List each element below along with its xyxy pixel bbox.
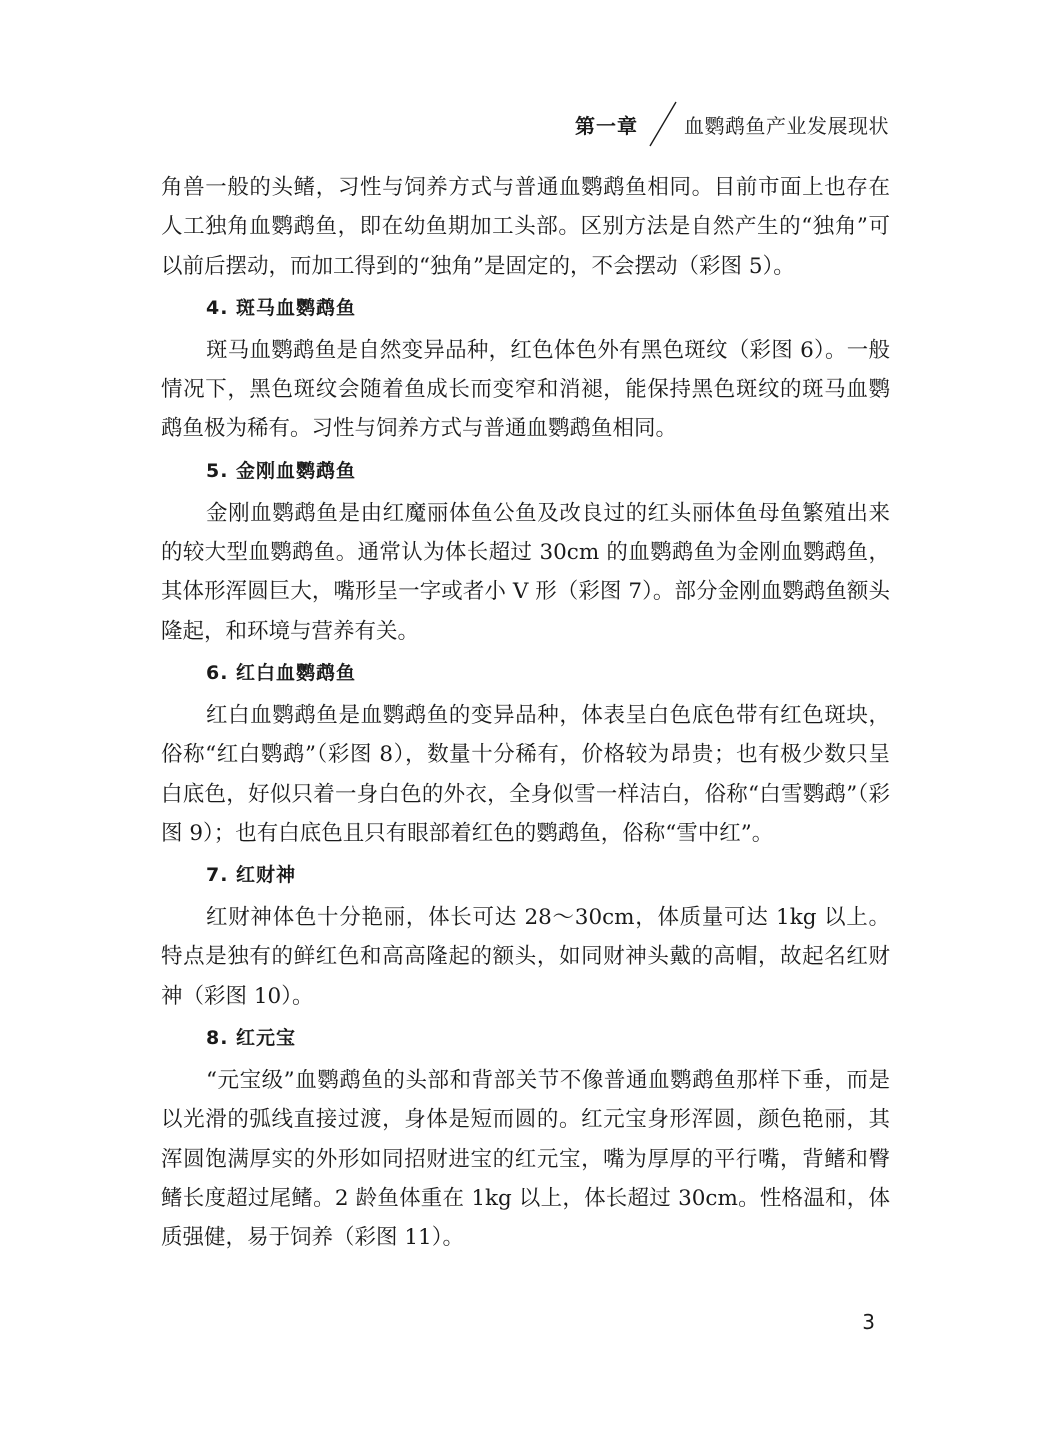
paragraph: “元宝级”血鹦鹉鱼的头部和背部关节不像普通血鹦鹉鱼那样下垂，而是以光滑的弧线直接过渡，身体是短而圆的。红元宝身形浑圆，颜色艳丽，其浑圆饱满厚实的外形如同招财进宝的红元宝，嘴为厚厚的平行嘴，背鳍和臀鳍长度超过尾鳍。2 龄鱼体重在 1kg 以上，体长超过 30cm。性格温和，体质强健，易于饲养（彩图 11）。 bbox=[161, 1068, 890, 1251]
page-number: 3 bbox=[862, 1310, 875, 1334]
paragraph: 红白血鹦鹉鱼是血鹦鹉鱼的变异品种，体表呈白色底色带有红色斑块，俗称“红白鹦鹉”（彩图 8），数量十分稀有，价格较为昂贵；也有极少数只呈白底色，好似只着一身白色的外衣，全身似雪一样洁白，俗称“白雪鹦鹉”（彩图 9）；也有白底色且只有眼部着红色的鹦鹉鱼，俗称“雪中红”。 bbox=[161, 702, 890, 846]
page-body bbox=[161, 168, 890, 1258]
paragraph: 金刚血鹦鹉鱼是由红魔丽体鱼公鱼及改良过的红头丽体鱼母鱼繁殖出来的较大型血鹦鹉鱼。通常认为体长超过 30cm 的血鹦鹉鱼为金刚血鹦鹉鱼，其体形浑圆巨大，嘴形呈一字或者小 V 形（彩图 7）。部分金刚血鹦鹉鱼额头隆起，和环境与营养有关。 bbox=[161, 500, 890, 644]
chapter-label: 第一章 bbox=[575, 113, 638, 138]
section-heading: 8. 红元宝 bbox=[206, 1027, 297, 1050]
paragraph: 红财神体色十分艳丽，体长可达 28～30cm，体质量可达 1kg 以上。特点是独有的鲜红色和高高隆起的额头，如同财神头戴的高帽，故起名红财神（彩图 10）。 bbox=[161, 905, 890, 1009]
paragraph-continued: 角兽一般的头鳍，习性与饲养方式与普通血鹦鹉鱼相同。目前市面上也存在人工独角血鹦鹉鱼，即在幼鱼期加工头部。区别方法是自然产生的“独角”可以前后摆动，而加工得到的“独角”是固定的，不会摆动（彩图 5）。 bbox=[161, 175, 890, 279]
chapter-title: 血鹦鹉鱼产业发展现状 bbox=[684, 113, 889, 138]
section-heading: 4. 斑马血鹦鹉鱼 bbox=[206, 296, 357, 319]
section-heading: 5. 金刚血鹦鹉鱼 bbox=[206, 459, 357, 482]
section-heading: 7. 红财神 bbox=[206, 864, 297, 887]
paragraph: 斑马血鹦鹉鱼是自然变异品种，红色体色外有黑色斑纹（彩图 6）。一般情况下，黑色斑纹会随着鱼成长而变窄和消褪，能保持黑色斑纹的斑马血鹦鹉鱼极为稀有。习性与饲养方式与普通血鹦鹉鱼相同。 bbox=[161, 337, 890, 442]
section-heading: 6. 红白血鹦鹉鱼 bbox=[206, 661, 357, 684]
running-header bbox=[575, 100, 889, 148]
header-divider-slash bbox=[646, 100, 680, 148]
